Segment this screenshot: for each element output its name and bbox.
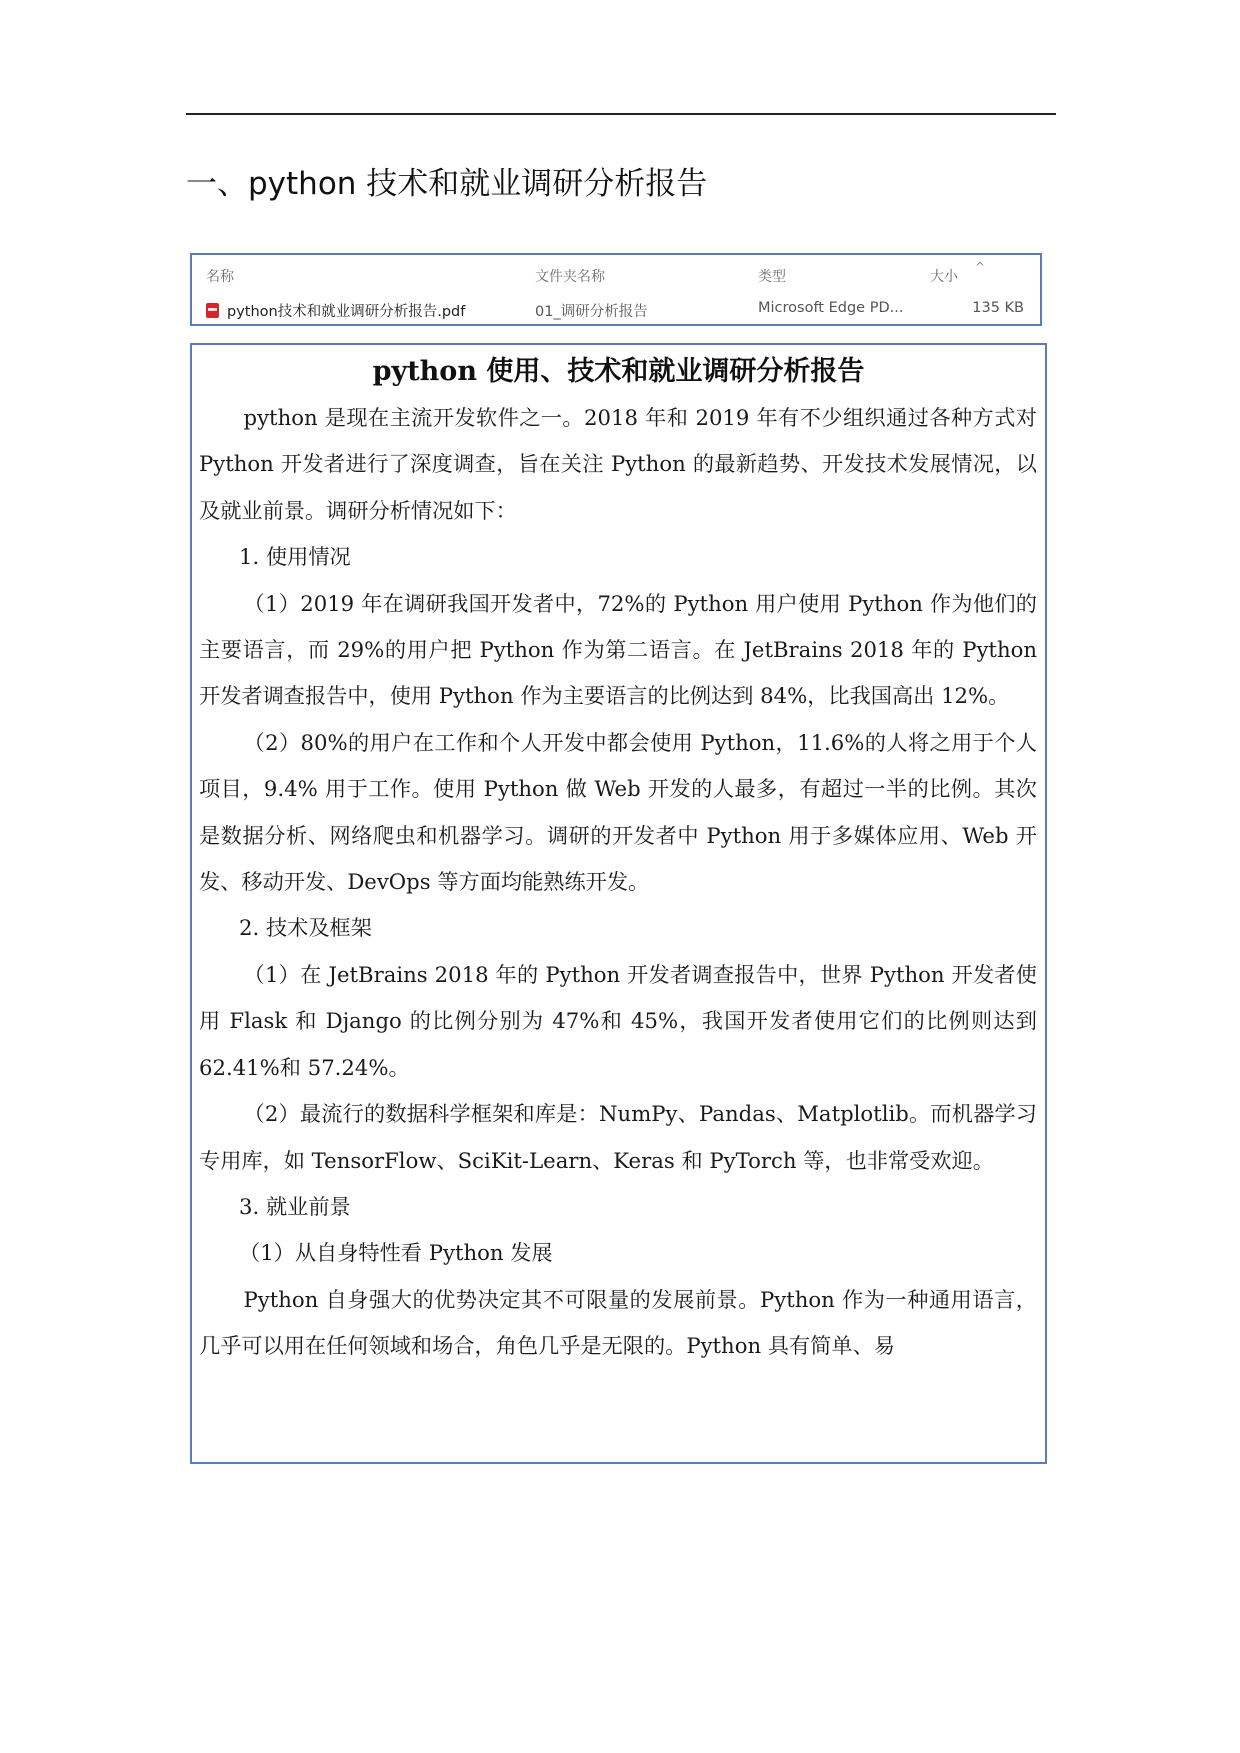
column-header-folder-label: 文件夹名称 <box>535 269 605 285</box>
usage-paragraph-1: （1）2019 年在调研我国开发者中，72%的 Python 用户使用 Python 作为他们的主要语言，而 29%的用户把 Python 作为第二语言。在 JetBrains 2018 年的 Python 开发者调查报告中，使用 Python 作为主要语言的比例达到 84%，比我国高出 12%。 <box>199 590 1037 709</box>
file-size-cell: 135 KB <box>972 300 1024 316</box>
tech-paragraph-2: （2）最流行的数据科学框架和库是：NumPy、Pandas、Matplotlib。而机器学习专用库，如 TensorFlow、SciKit-Learn、Keras 和 PyTorch 等，也非常受欢迎。 <box>199 1101 1037 1173</box>
jobs-subheading: （1）从自身特性看 Python 发展 <box>239 1240 553 1266</box>
jobs-heading: 3. 就业前景 <box>239 1193 351 1219</box>
page-header-rule <box>186 113 1056 115</box>
file-name: python技术和就业调研分析报告.pdf <box>227 304 466 320</box>
file-type-cell: Microsoft Edge PD... <box>758 300 904 316</box>
file-folder-cell: 01_调研分析报告 <box>535 304 648 320</box>
document-title: python 使用、技术和就业调研分析报告 <box>372 356 865 387</box>
document-preview <box>190 343 1047 1464</box>
jobs-paragraph-1: Python 自身强大的优势决定其不可限量的发展前景。Python 作为一种通用语言，几乎可以用在任何领域和场合，角色几乎是无限的。Python 具有简单、易 <box>199 1286 1037 1359</box>
column-header-type[interactable]: 类型 <box>758 269 786 285</box>
usage-paragraph-2: （2）80%的用户在工作和个人开发中都会使用 Python，11.6%的人将之用于个人项目，9.4% 用于工作。使用 Python 做 Web 开发的人最多，有超过一半的比例。其次是数据分析、网络爬虫和机器学习。调研的开发者中 Python 用于多媒体应用、Web 开发、移动开发、DevOps 等方面均能熟练开发。 <box>199 729 1037 895</box>
file-list-header <box>192 261 1040 291</box>
pdf-file-icon <box>206 303 219 318</box>
column-header-name[interactable]: 名称 <box>206 269 234 285</box>
document-body <box>192 395 1045 1370</box>
file-row[interactable] <box>192 295 1040 325</box>
tech-paragraph-1: （1）在 JetBrains 2018 年的 Python 开发者调查报告中，世界 Python 开发者使用 Flask 和 Django 的比例分别为 47%和 45%，我国开发者使用它们的比例则达到 62.41%和 57.24%。 <box>199 961 1037 1080</box>
intro-paragraph: python 是现在主流开发软件之一。2018 年和 2019 年有不少组织通过各种方式对 Python 开发者进行了深度调查，旨在关注 Python 的最新趋势、开发技术发展情况，以及就业前景。调研分析情况如下： <box>199 405 1037 523</box>
section-title: 一、python 技术和就业调研分析报告 <box>186 166 708 202</box>
column-header-size[interactable]: 大小 <box>930 269 958 285</box>
sort-ascending-icon: ^ <box>975 260 986 274</box>
usage-heading: 1. 使用情况 <box>239 544 351 570</box>
file-name-cell <box>206 300 465 321</box>
file-explorer-list <box>190 253 1042 326</box>
tech-heading: 2. 技术及框架 <box>239 915 372 941</box>
